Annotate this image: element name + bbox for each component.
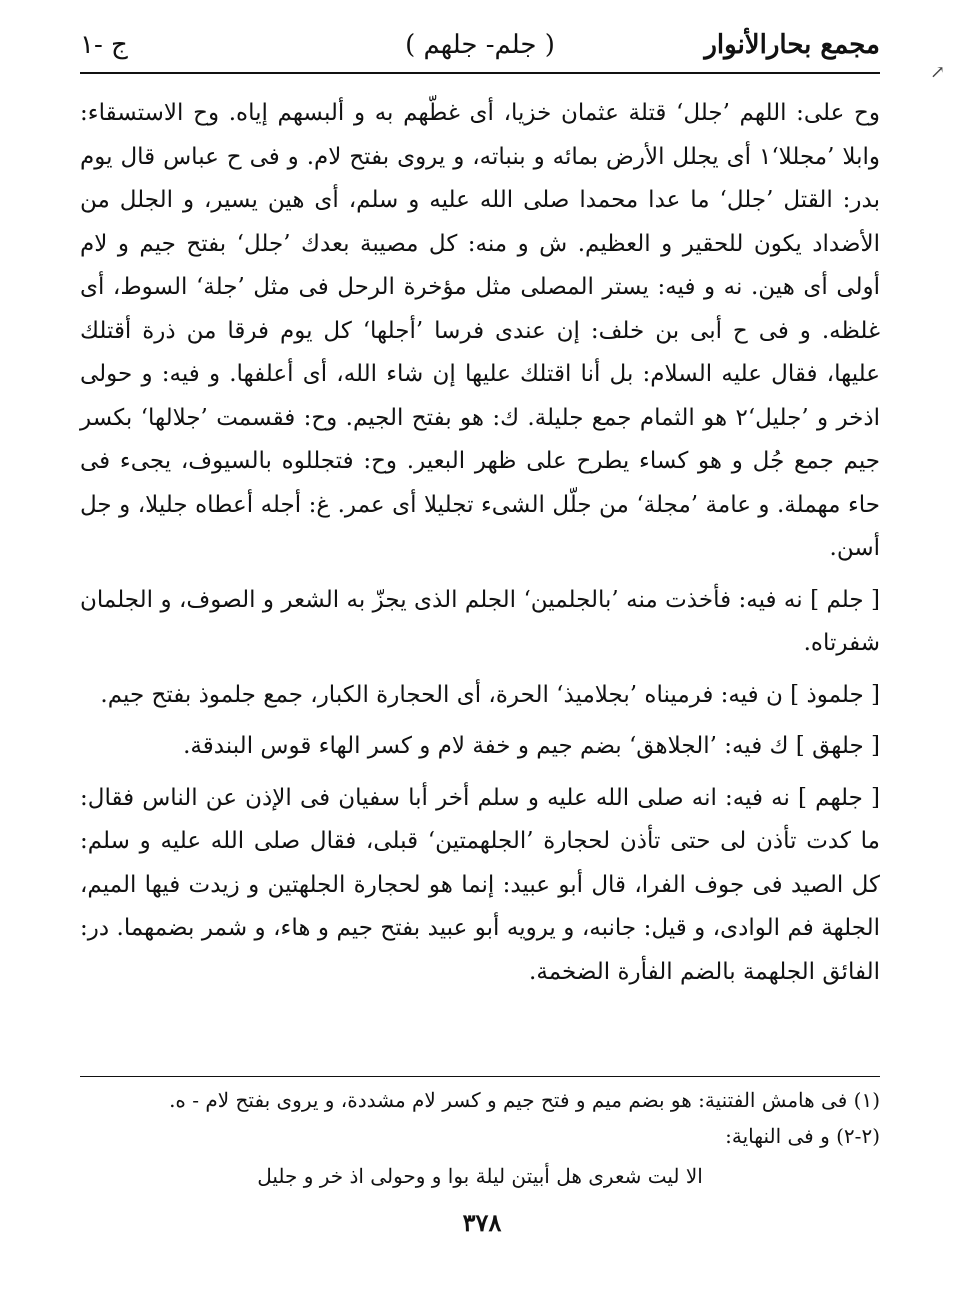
page-header (80, 22, 880, 72)
entry-jalham: [ جلهم ] نه فيه: انه صلى الله عليه و سلم أخر أبا سفيان فى الإذن عن الناس فقال: ما كدت تأذن لى حتى تأذن لحجارة ’الجلهمتين‘ قبلى، فقال صلى الله عليه و سلم: كل الصيد فى جوف الفرا، قال أبو عبيد: إنما هو لحجارة الجلهتين و زيدت فيها الميم، الجلهة فم الوادى، و قيل: جانبه، و يرويه أبو عبيد بفتح جيم و هاء، و شمر بضمهما. در: الفائق الجلهمة بالضم الفأرة الضخمة. (80, 784, 880, 985)
footnotes (80, 1082, 880, 1194)
main-text (80, 92, 880, 994)
volume-label: ج -١ (80, 30, 128, 60)
footnote-2: (٢-٢) و فى النهاية: (725, 1124, 880, 1148)
footnote-verse: الا ليت شعرى هل أبيتن ليلة بوا و وحولى اذ خر و جليل (257, 1164, 703, 1188)
entry-jalmudh: [ جلموذ ] ن فيه: فرميناه ’بجلاميذ‘ الحرة، أى الحجارة الكبار، جمع جلموذ بفتح جيم. (100, 681, 880, 708)
page-number: ٣٧٨ (462, 1208, 502, 1237)
header-rule (80, 72, 880, 74)
entry-jalam: [ جلم ] نه فيه: فأخذت منه ’بالجلمين‘ الجلم الذى يجزّ به الشعر و الصوف، و الجلمان شفرتاه. (80, 586, 880, 656)
footnote-rule (80, 1076, 880, 1077)
footnote-1: (١) فى هامش الفتنية: هو بضم ميم و فتح جيم و كسر لام مشددة، و يروى بفتح لام - ه. (169, 1088, 880, 1112)
section-title: ( جلم- جلهم ) (405, 30, 555, 60)
book-title: مجمع بحارالأنوار (704, 30, 880, 60)
entry-julahiq: [ جلهق ] ك فيه: ’الجلاهق‘ بضم جيم و خفة لام و كسر الهاء قوس البندقة. (183, 733, 880, 759)
paragraph-jalal: وح على: اللهم ’جلل‘ قتلة عثمان خزيا، أى غطّهم به و ألبسهم إياه. وح الاستسقاء: وابلا ’مجللا‘١ أى يجلل الأرض بمائه و بنباته، و يروى بفتح لام. و فى ح عباس قال يوم بدر: القتل ’جلل‘ ما عدا محمدا صلى الله عليه و سلم، أى هين يسير، و الجلل من الأضداد يكون للحقير و العظيم. ش و منه: كل مصيبة بعدك ’جلل‘ بفتح جيم و لام أولى أى هين. نه و فيه: يستر المصلى مثل مؤخرة الرحل فى مثل ’جلة‘ السوط، أى غلظه. و فى ح أبى بن خلف: إن عندى فرسا ’أجلها‘ كل يوم فرقا من ذرة أقتلك عليها، فقال عليه السلام: بل أنا اقتلك عليها إن شاء الله، أى أعلفها. و فيه: و حولى اذخر و ’جليل‘٢ هو الثمام جمع جليلة. ك: هو بفتح الجيم. وح: فقسمت ’جلالها‘ بكسر جيم جمع جُل و هو كساء يطرح على ظهر البعير. وح: فتجللوه بالسيوف، يجىء فى حاء مهملة. و عامة ’مجلة‘ من جلّل الشىء تجليلا أى عمر. غ: أجله أعطاه جليلا، و جل أسن. (80, 100, 880, 561)
scan-mark-arrow-icon: ↗ (930, 62, 946, 83)
